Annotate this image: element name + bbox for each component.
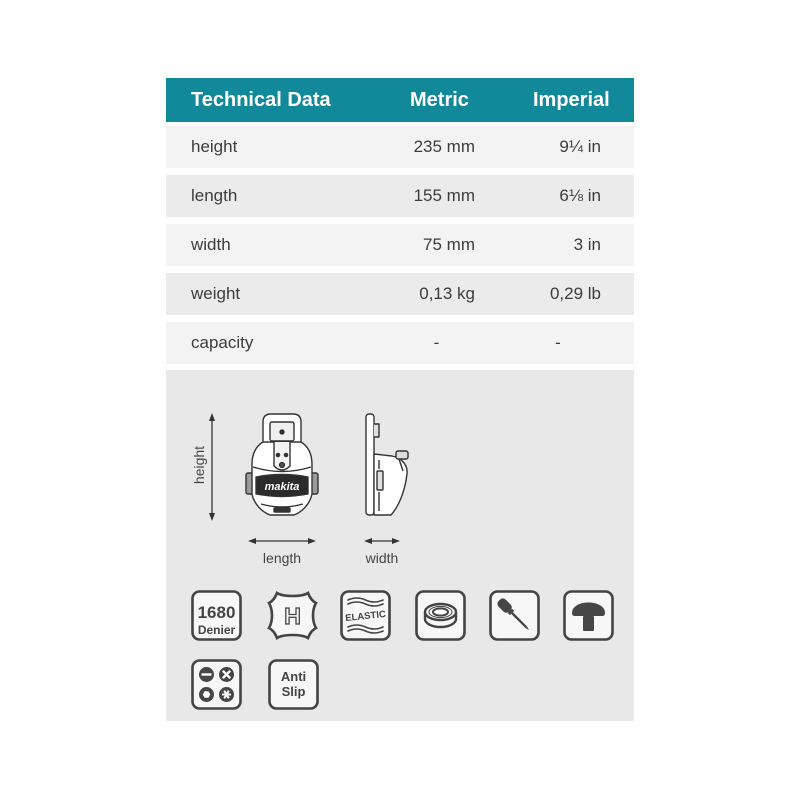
panel-graphics [166, 370, 634, 721]
metric-value: - [433, 333, 440, 352]
imperial-value: - [555, 333, 561, 352]
screw-bits-icon [193, 661, 241, 709]
height-arrowhead-top [209, 413, 215, 421]
anti-slip-icon [270, 661, 318, 709]
side-buckle [396, 451, 408, 459]
row-label: weight [191, 284, 241, 303]
header-metric: Metric [410, 89, 469, 111]
denier-unit: Denier [197, 623, 236, 637]
width-dimension-label: width [365, 550, 399, 566]
belt-clip [374, 424, 379, 437]
header-title: Technical Data [191, 89, 331, 111]
elastic-label: ELASTIC [344, 608, 387, 625]
table-row-width [166, 224, 634, 266]
table-row-weight [166, 273, 634, 315]
table-row-length [166, 175, 634, 217]
denier-number: 1680 [197, 603, 236, 622]
header-imperial: Imperial [533, 89, 610, 111]
width-arrowhead-left [364, 538, 372, 544]
metric-value: 235 mm [413, 137, 475, 156]
rivet-icon [565, 592, 613, 640]
metric-value: 155 mm [413, 186, 475, 205]
width-dimension-arrow [364, 538, 400, 544]
strap-snap [280, 463, 285, 468]
leather-hide-icon [269, 593, 316, 638]
back-plate [366, 414, 374, 515]
length-arrowhead-left [248, 538, 256, 544]
metric-value: 75 mm [423, 235, 475, 254]
imperial-value: 6⅛ in [559, 186, 601, 205]
belt-loop-rivet [280, 430, 284, 434]
holster-front-view [246, 414, 318, 515]
makita-logo: makita [264, 481, 300, 493]
strap-rivet-right [284, 453, 287, 456]
height-arrowhead-bottom [209, 513, 215, 521]
anti-label: Anti [280, 669, 307, 684]
holster-side-view [366, 414, 408, 515]
slip-label: Slip [281, 684, 306, 699]
imperial-value: 9¼ in [559, 137, 601, 156]
imperial-value: 3 in [573, 235, 601, 254]
rivet-stem [583, 616, 594, 631]
length-dimension-label: length [262, 550, 302, 566]
row-label: length [191, 186, 238, 205]
table-header [166, 78, 634, 122]
bottom-slot [274, 508, 290, 512]
screwdriver-icon [491, 592, 539, 640]
row-label: width [191, 235, 231, 254]
strap-rivet-left [276, 453, 279, 456]
length-arrowhead-right [308, 538, 316, 544]
table-row-capacity [166, 322, 634, 364]
grommet-hole [433, 608, 448, 615]
grommet-icon [417, 592, 465, 640]
row-label: capacity [191, 333, 254, 352]
elastic-icon [342, 592, 390, 640]
icon-frame [193, 661, 241, 709]
width-arrowhead-right [392, 538, 400, 544]
height-dimension-label: height [191, 445, 207, 485]
height-dimension-arrow [209, 413, 215, 521]
product-graphics-panel [166, 370, 634, 721]
imperial-value: 0,29 lb [549, 284, 601, 303]
table-row-height [166, 126, 634, 168]
1680-denier-icon [193, 592, 241, 640]
metric-value: 0,13 kg [419, 284, 475, 303]
side-window [377, 471, 383, 490]
length-dimension-arrow [248, 538, 316, 544]
row-label: height [191, 137, 238, 156]
technical-data-card [166, 78, 634, 721]
hide-letter: H [284, 603, 301, 629]
